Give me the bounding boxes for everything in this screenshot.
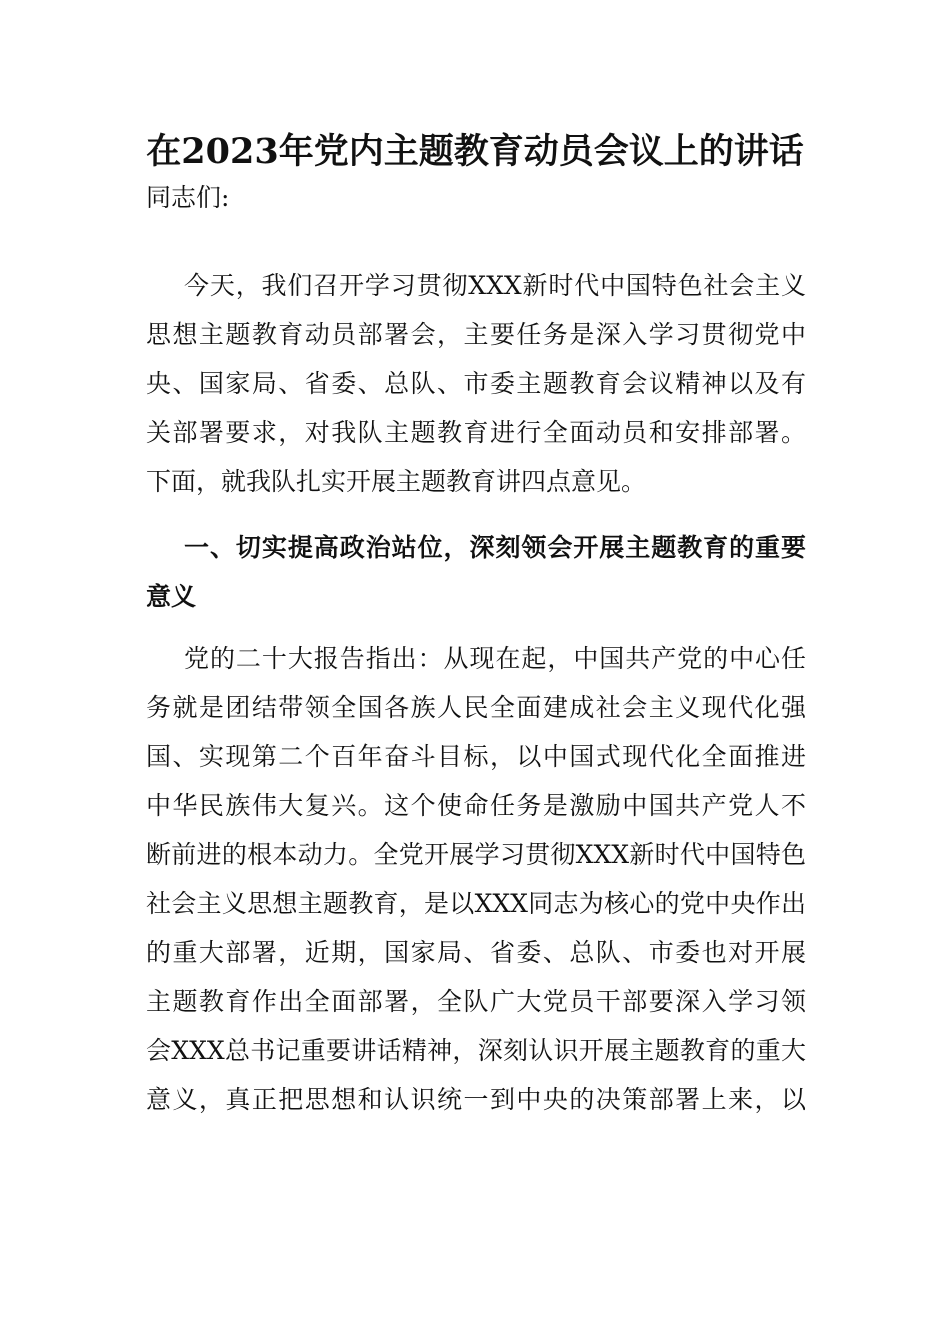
paragraph-line: 关部署要求，对我队主题教育进行全面动员和安排部署。 <box>146 418 806 447</box>
section-heading-1 <box>146 523 806 621</box>
heading-line: 意义 <box>146 582 197 611</box>
paragraph-line: 务就是团结带领全国各族人民全面建成社会主义现代化强 <box>146 693 806 722</box>
document-title: 在2023年党内主题教育动员会议上的讲话 <box>146 131 804 172</box>
heading-line: 一、切实提高政治站位，深刻领会开展主题教育的重要 <box>184 533 806 562</box>
paragraph-line: 断前进的根本动力。全党开展学习贯彻XXX新时代中国特色 <box>146 840 806 869</box>
paragraph-line: 今天，我们召开学习贯彻XXX新时代中国特色社会主义 <box>184 271 806 300</box>
paragraph-line: 主题教育作出全面部署，全队广大党员干部要深入学习领 <box>146 987 806 1016</box>
paragraph-line: 下面，就我队扎实开展主题教育讲四点意见。 <box>146 467 647 496</box>
paragraph-line: 社会主义思想主题教育，是以XXX同志为核心的党中央作出 <box>146 889 806 918</box>
paragraph-line: 中华民族伟大复兴。这个使命任务是激励中国共产党人不 <box>146 791 806 820</box>
paragraph-line: 央、国家局、省委、总队、市委主题教育会议精神以及有 <box>146 369 806 398</box>
paragraph-line: 会XXX总书记重要讲话精神，深刻认识开展主题教育的重大 <box>146 1036 806 1065</box>
paragraph-line: 国、实现第二个百年奋斗目标，以中国式现代化全面推进 <box>146 742 806 771</box>
paragraph-line: 党的二十大报告指出：从现在起，中国共产党的中心任 <box>184 644 806 673</box>
paragraph-line: 的重大部署，近期，国家局、省委、总队、市委也对开展 <box>146 938 806 967</box>
paragraph-intro <box>146 261 806 506</box>
paragraph-section-1 <box>146 634 806 1124</box>
paragraph-line: 意义，真正把思想和认识统一到中央的决策部署上来，以 <box>146 1085 806 1114</box>
paragraph-line: 思想主题教育动员部署会，主要任务是深入学习贯彻党中 <box>146 320 806 349</box>
salutation: 同志们: <box>146 183 230 212</box>
